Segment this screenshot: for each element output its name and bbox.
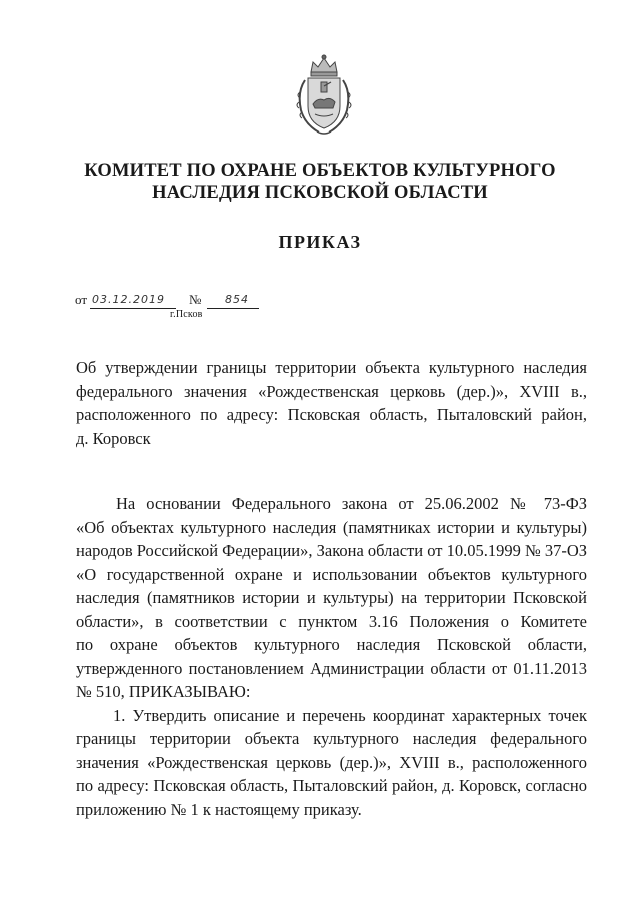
date-underline	[90, 308, 176, 309]
organization-name	[60, 160, 580, 204]
number-underline	[207, 308, 259, 309]
document-body	[76, 492, 587, 821]
subject-line: расположенного по адресу: Псковская область, Пыталовский район,	[76, 405, 587, 424]
coat-of-arms-icon	[291, 52, 357, 138]
number-label: №	[189, 292, 202, 307]
place-label: г.Псков	[170, 309, 203, 320]
body-line: На основании Федерального закона от 25.06.2002 № 73-ФЗ	[116, 494, 587, 513]
subject-line: д. Коровск	[76, 428, 151, 448]
body-line: народов Российской Федерации», Закона области от 10.05.1999 № 37-ОЗ	[76, 541, 587, 560]
body-line: границы территории объекта культурного наследия федерального	[76, 729, 587, 748]
body-line: по адресу: Псковская область, Пыталовский район, д. Коровск, согласно	[76, 776, 587, 795]
date-label: от	[75, 292, 88, 307]
body-line: № 510, ПРИКАЗЫВАЮ:	[76, 682, 251, 701]
subject-line: Об утверждении границы территории объекта культурного наследия	[76, 358, 587, 377]
number-value: 854	[225, 293, 249, 306]
body-line: «Об объектах культурного наследия (памятниках истории и культуры)	[76, 517, 587, 537]
document-subject	[76, 356, 587, 450]
subject-line: федерального значения «Рождественская церковь (дер.)», XVIII в.,	[76, 381, 587, 401]
body-line: по охране объектов культурного наследия Псковской области,	[76, 635, 587, 654]
document-type-title: ПРИКАЗ	[278, 232, 362, 252]
body-line: значения «Рождественская церковь (дер.)», XVIII в., расположенного	[76, 752, 587, 772]
body-line: приложению № 1 к настоящему приказу.	[76, 799, 362, 819]
org-line-2: НАСЛЕДИЯ ПСКОВСКОЙ ОБЛАСТИ	[152, 183, 488, 203]
body-line: утвержденного постановлением Администрации области от 01.11.2013	[76, 658, 587, 678]
body-line: «О государственной охране и использовании объектов культурного	[76, 564, 587, 584]
date-value: 03.12.2019	[92, 293, 165, 306]
org-line-1: КОМИТЕТ ПО ОХРАНЕ ОБЪЕКТОВ КУЛЬТУРНОГО	[84, 161, 556, 181]
body-line: наследия (памятников истории и культуры) на территории Псковской	[76, 588, 587, 607]
body-line: 1. Утвердить описание и перечень координат характерных точек	[113, 705, 587, 725]
body-line: области», в соответствии с пунктом 3.16 Положения о Комитете	[76, 611, 587, 631]
